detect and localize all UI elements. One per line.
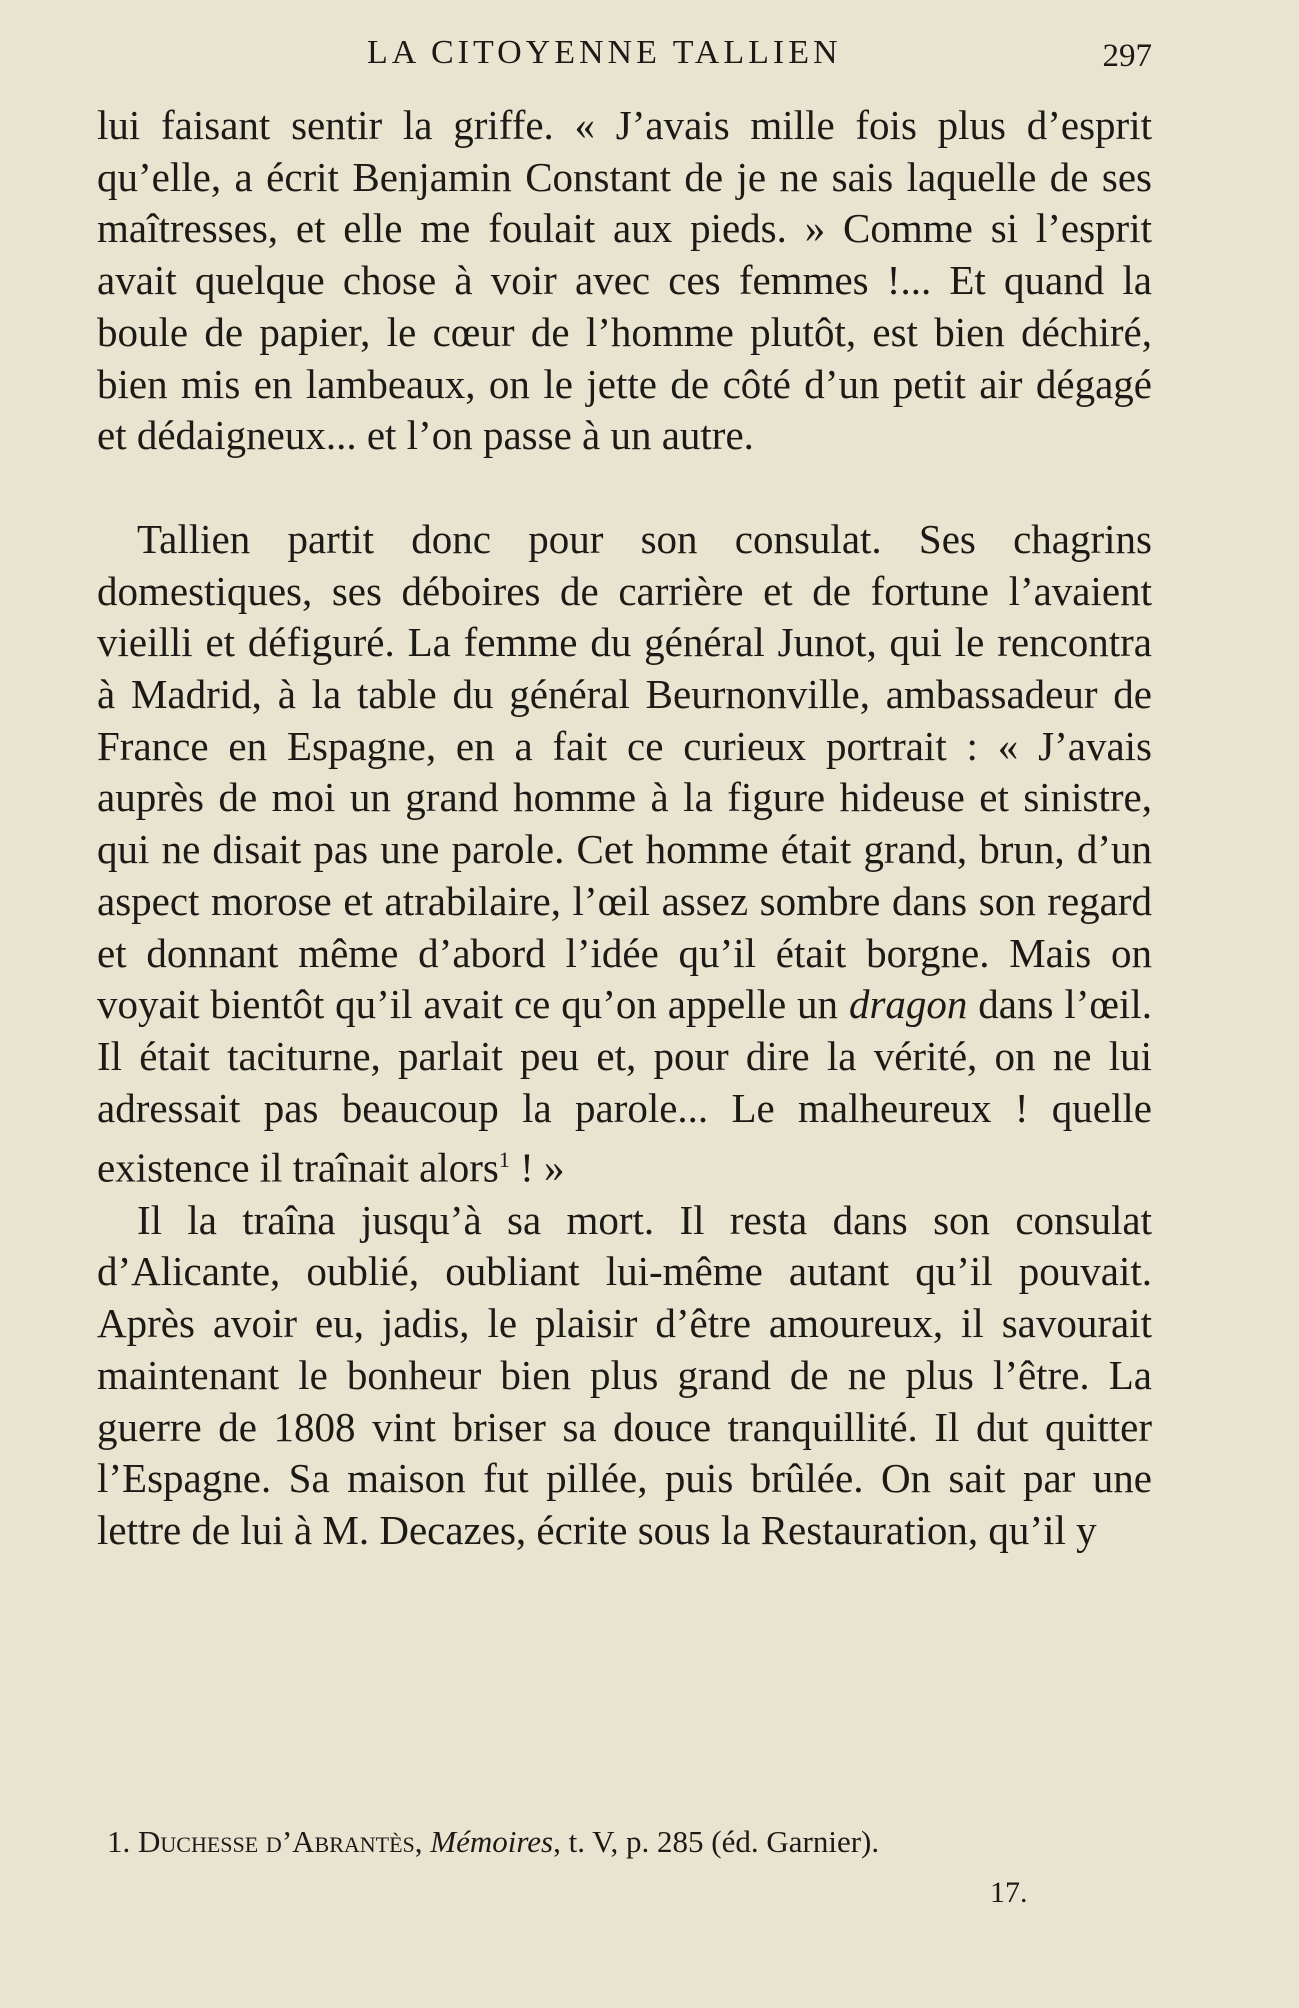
paragraph-2 bbox=[97, 514, 1152, 1195]
footnote-reference: 1 bbox=[498, 1147, 510, 1173]
paragraph-1: lui faisant sentir la griffe. « J’avais mille fois plus d’esprit qu’elle, a écrit Benjamin Constant de je ne sais laquelle de ses maîtresses, et elle me foulait aux pieds. » Comme si l’esprit avait quelque chose à voir avec ces femmes !... Et quand la boule de papier, le cœur de l’homme plutôt, est bien déchiré, bien mis en lambeaux, on le jette de côté d’un petit air dégagé et dédaigneux... et l’on passe à un autre. bbox=[97, 102, 1152, 459]
italic-word: dragon bbox=[848, 981, 968, 1028]
footnote-number: 1. bbox=[107, 1824, 131, 1859]
paragraph-2-text-b: dans l’œil. Il était taciturne, parlait peu et, pour dire la vérité, on ne lui adressait pas beaucoup la parole... Le malheureux ! quelle existence il traînait alors bbox=[97, 981, 1153, 1192]
paragraph-2-text-a: Tallien partit donc pour son consulat. Ses chagrins domestiques, ses déboires de carrière et de fortune l’avaient vieilli et défiguré. La femme du général Junot, qui le rencontra à Madrid, à la table du général Beurnonville, ambassadeur de France en Espagne, en a fait ce curieux portrait : « J’avais auprès de moi un grand homme à la figure hideuse et sinistre, qui ne disait pas une parole. Cet homme était grand, brun, d’un aspect morose et atrabilaire, l’œil assez sombre dans son regard et donnant même d’abord l’idée qu’il était borgne. Mais on voyait bientôt qu’il avait ce qu’on appelle un bbox=[97, 515, 1152, 1028]
running-head bbox=[97, 28, 1152, 80]
footnote bbox=[97, 1822, 1152, 1862]
paragraph-2-closing: ! » bbox=[509, 1145, 565, 1192]
running-title: LA CITOYENNE TALLIEN bbox=[367, 34, 842, 71]
signature-mark: 17. bbox=[990, 1876, 1028, 1909]
body-text bbox=[97, 100, 1152, 1557]
page-number: 297 bbox=[1102, 38, 1152, 74]
footnote-author: Duchesse d’Abrantès, bbox=[138, 1824, 423, 1859]
footnote-work: Mémoires bbox=[430, 1824, 554, 1859]
paragraph-3: Il la traîna jusqu’à sa mort. Il resta dans son consulat d’Alicante, oublié, oubliant lui-même autant qu’il pouvait. Après avoir eu, jadis, le plaisir d’être amoureux, il savourait maintenant le bonheur bien plus grand de ne plus l’être. La guerre de 1808 vint briser sa douce tranquillité. Il dut quitter l’Espagne. Sa maison fut pillée, puis brûlée. On sait par une lettre de lui à M. Decazes, écrite sous la Restauration, qu’il y bbox=[97, 1196, 1152, 1553]
footnote-details: , t. V, p. 285 (éd. Garnier). bbox=[553, 1824, 880, 1859]
